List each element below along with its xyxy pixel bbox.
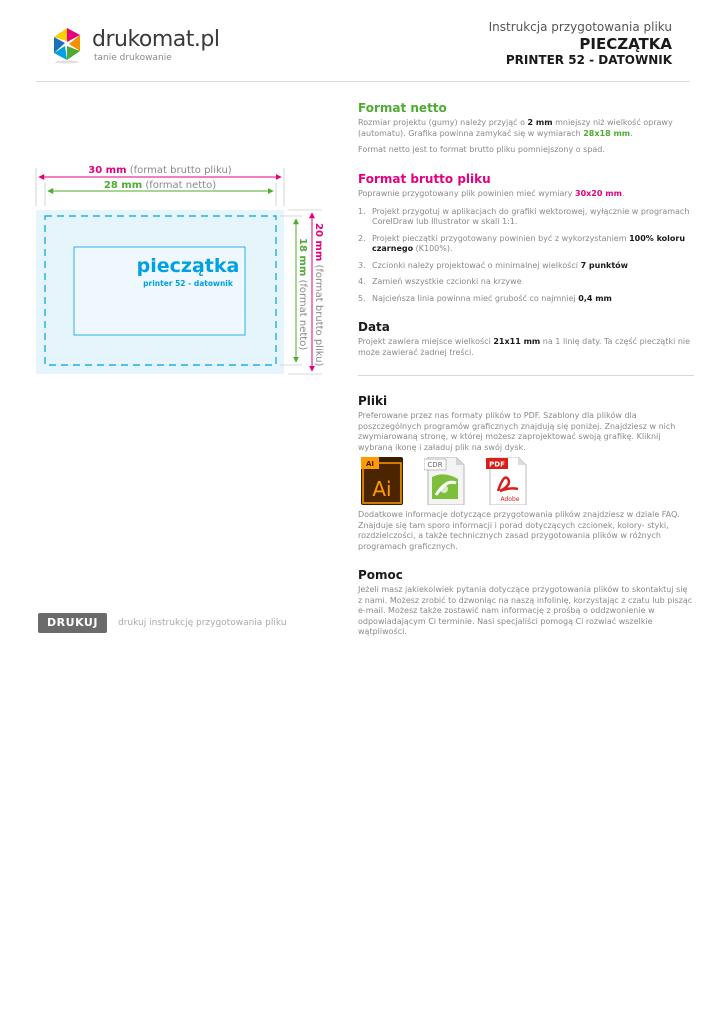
svg-text:30 mm (format brutto pliku: [88, 165, 232, 176]
print-button[interactable]: DRUKUJ: [38, 613, 107, 633]
section-pliki-more: [358, 510, 694, 552]
pomoc-heading: Pomoc: [358, 568, 403, 582]
format-brutto-heading: Format brutto pliku: [358, 172, 491, 186]
logo-icon: [47, 24, 87, 64]
list-item: 5. Najcieńsza linia powinna mieć grubość co najmniej 0,4 mm: [358, 293, 612, 303]
brand-tagline: tanie drukowanie: [94, 53, 172, 63]
list-item: 3. Czcionki należy projektować o minimalnej wielkości 7 punktów: [358, 260, 629, 270]
brutto-height-note: (format brutto pliku): [313, 264, 324, 367]
pliki-text: Preferowane przez nas formaty plików to PDF. Szablony dla plików dla poszczególnych programów graficznych znajdują się poniżej. Znajdziesz w nich zwymiarowaną stronę, w której możesz zaprojektować swoją grafikę. Kliknij wybraną ikonę i załaduj plik na swój dysk.: [358, 411, 676, 452]
header-subtitle: Instrukcja przygotowania pliku: [488, 20, 672, 34]
requirements-list: [358, 207, 694, 305]
cdr-file-icon[interactable]: [424, 457, 468, 505]
ai-badge: AI: [365, 460, 375, 468]
netto-height-note: (format netto): [297, 279, 308, 351]
print-note: drukuj instrukcję przygotowania pliku: [118, 618, 287, 628]
svg-text:20 mm (format brutto pliku: [313, 223, 324, 367]
stamp-dimension-diagram: [30, 158, 330, 383]
format-netto-note: Format netto jest to format brutto pliku pomniejszony o spad.: [358, 145, 605, 154]
pliki-more-text: Dodatkowe informacje dotyczące przygotowania plików znajdziesz w dziale FAQ. Znajduje się tam sporo informacji i porad dotyczących czcionek, kolory- styki, rozdzielczości, a także technicznych zasad przygotowania plików w różnych programach graficznych.: [358, 510, 680, 551]
format-netto-text: Rozmiar projektu (gumy) należy przyjąć o 2 mm mniejszy niż wielkość oprawy (automatu). Grafika powinna zamykać się w wymiarach 28x18 mm.: [358, 118, 673, 138]
list-item: 4. Zamień wszystkie czcionki na krzywe: [358, 277, 522, 286]
netto-height-value: 18 mm: [297, 238, 308, 277]
section-format-brutto: [358, 172, 694, 304]
data-text: Projekt zawiera miejsce wielkości 21x11 mm na 1 linię daty. Ta część pieczątki nie może zawierać żadnej treści.: [358, 337, 691, 357]
section-data: [358, 320, 694, 358]
pomoc-text: Jeżeli masz jakiekolwiek pytania dotyczące przygotowania plików to skontaktuj się z nami. Możesz zrobić to dzwoniąc na naszą infolinię, korzystając z czatu lub pisząc e-mail. Możesz także zostawić nam informację z prośbą o oddzwonienie w odpowiadającym Ci terminie. Nasi specjaliści pomogą Ci rozwiać wszelkie wątpliwości.: [358, 585, 693, 636]
section-pliki: [358, 394, 694, 453]
list-item: 1. Projekt przygotuj w aplikacjach do grafiki wektorowej, wyłącznie w programach CorelDraw lub Illustrator w skali 1:1.: [358, 206, 690, 226]
section-format-netto: [358, 101, 694, 156]
format-brutto-intro: Poprawnie przygotowany plik powinien mieć wymiary 30x20 mm.: [358, 189, 625, 198]
brutto-width-value: 30 mm: [88, 165, 127, 176]
format-netto-heading: Format netto: [358, 101, 447, 115]
pdf-badge: PDF: [489, 460, 505, 469]
pdf-word: Adobe: [500, 496, 520, 503]
page-title: PIECZĄTKA: [579, 35, 672, 53]
netto-width-note: (format netto): [145, 180, 217, 191]
product-model: PRINTER 52 - DATOWNIK: [505, 53, 672, 67]
ai-letters: Ai: [372, 477, 392, 501]
svg-text:18 mm (format netto): [297, 238, 308, 350]
cdr-badge: CDR: [427, 461, 443, 469]
brutto-height-value: 20 mm: [313, 223, 324, 262]
section-divider: [358, 375, 694, 376]
pdf-file-icon[interactable]: [486, 457, 530, 505]
pliki-heading: Pliki: [358, 394, 388, 408]
section-pomoc: [358, 568, 694, 638]
brand-name: drukomat.pl: [92, 27, 220, 52]
header-divider: [36, 81, 690, 82]
data-heading: Data: [358, 320, 390, 334]
svg-text:28 mm (format netto): [104, 180, 216, 191]
ai-file-icon[interactable]: [360, 457, 404, 505]
stamp-title: pieczątka: [136, 255, 240, 277]
stamp-subtitle: printer 52 - datownik: [143, 279, 233, 288]
list-item: 2. Projekt pieczątki przygotowany powinien być z wykorzystaniem 100% koloru czarnego (K100%).: [358, 233, 686, 253]
netto-width-value: 28 mm: [103, 180, 143, 191]
brutto-width-note: (format brutto pliku): [129, 165, 232, 176]
